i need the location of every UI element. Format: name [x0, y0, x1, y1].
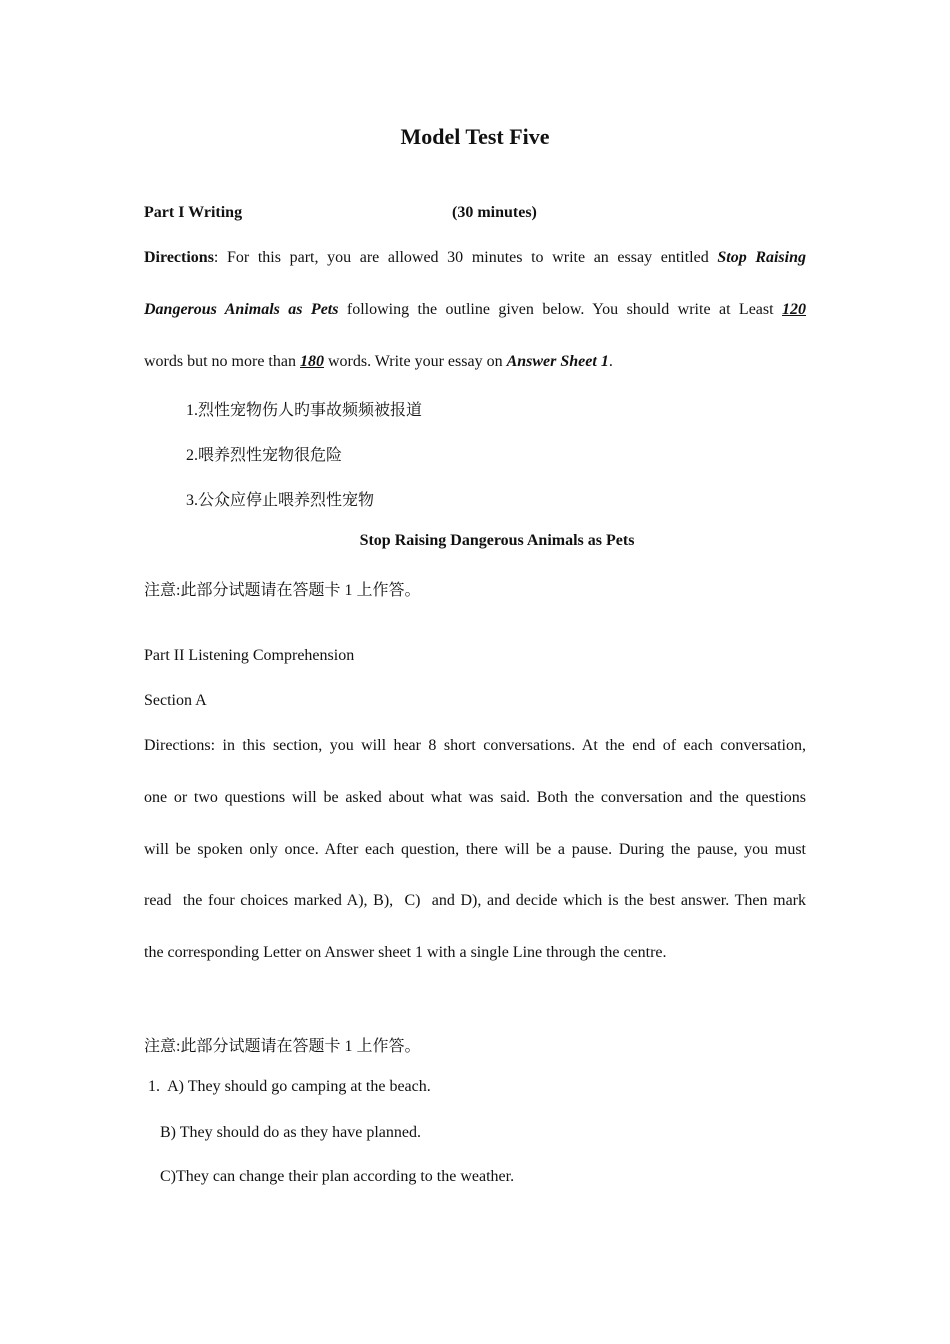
part2-directions-line4: read the four choices marked A), B), C) and D), and decide which is the best answer. Then mark: [144, 892, 806, 909]
part2-note: 注意:此部分试题请在答题卡 1 上作答。: [144, 1038, 421, 1055]
outline-item-2: 2.喂养烈性宠物很危险: [186, 447, 343, 464]
outline-item-3: 3.公众应停止喂养烈性宠物: [186, 492, 375, 509]
part2-directions-line2: one or two questions will be asked about what was said. Both the conversation and the questions: [144, 789, 806, 806]
directions-text-2: following the outline given below. You should write at Least: [338, 301, 783, 318]
q1-option-c: C)They can change their plan according to the weather.: [160, 1168, 515, 1185]
essay-title-inline-2: Dangerous Animals as Pets: [144, 301, 339, 318]
q1-option-b: B) They should do as they have planned.: [160, 1124, 421, 1141]
part2-directions-line1: Directions: in this section, you will hear 8 short conversations. At the end of each conversation,: [144, 737, 806, 754]
part1-heading: Part I Writing: [144, 204, 243, 221]
part1-time: (30 minutes): [452, 204, 537, 221]
directions-text-3b: words. Write your essay on: [323, 353, 507, 370]
answer-sheet-ref: Answer Sheet 1: [506, 353, 609, 370]
directions-end: .: [608, 353, 613, 370]
part1-note: 注意:此部分试题请在答题卡 1 上作答。: [144, 582, 421, 599]
outline-item-1: 1.烈性宠物伤人旳事故频频被报道: [186, 402, 423, 419]
max-words: 180: [299, 353, 324, 370]
part2-directions-line5: the corresponding Letter on Answer sheet 1 with a single Line through the centre.: [144, 944, 667, 961]
essay-title-inline-1: Stop Raising: [717, 249, 807, 266]
essay-title: Stop Raising Dangerous Animals as Pets: [359, 532, 635, 549]
directions-text-3a: words but no more than: [144, 353, 300, 370]
part1-directions-line3: [144, 353, 613, 371]
page-title: Model Test Five: [400, 124, 550, 149]
part1-directions-line2: [144, 301, 806, 319]
part2-heading: Part II Listening Comprehension: [144, 647, 355, 664]
part2-directions-line3: will be spoken only once. After each question, there will be a pause. During the pause, you must: [144, 841, 806, 858]
q1-option-a: 1. A) They should go camping at the beach.: [144, 1078, 431, 1095]
directions-text-1: : For this part, you are allowed 30 minutes to write an essay entitled: [213, 249, 718, 266]
part1-directions-line1: [144, 249, 806, 267]
min-words: 120: [782, 301, 807, 318]
section-a-heading: Section A: [144, 692, 207, 709]
directions-label: Directions: [144, 249, 214, 266]
